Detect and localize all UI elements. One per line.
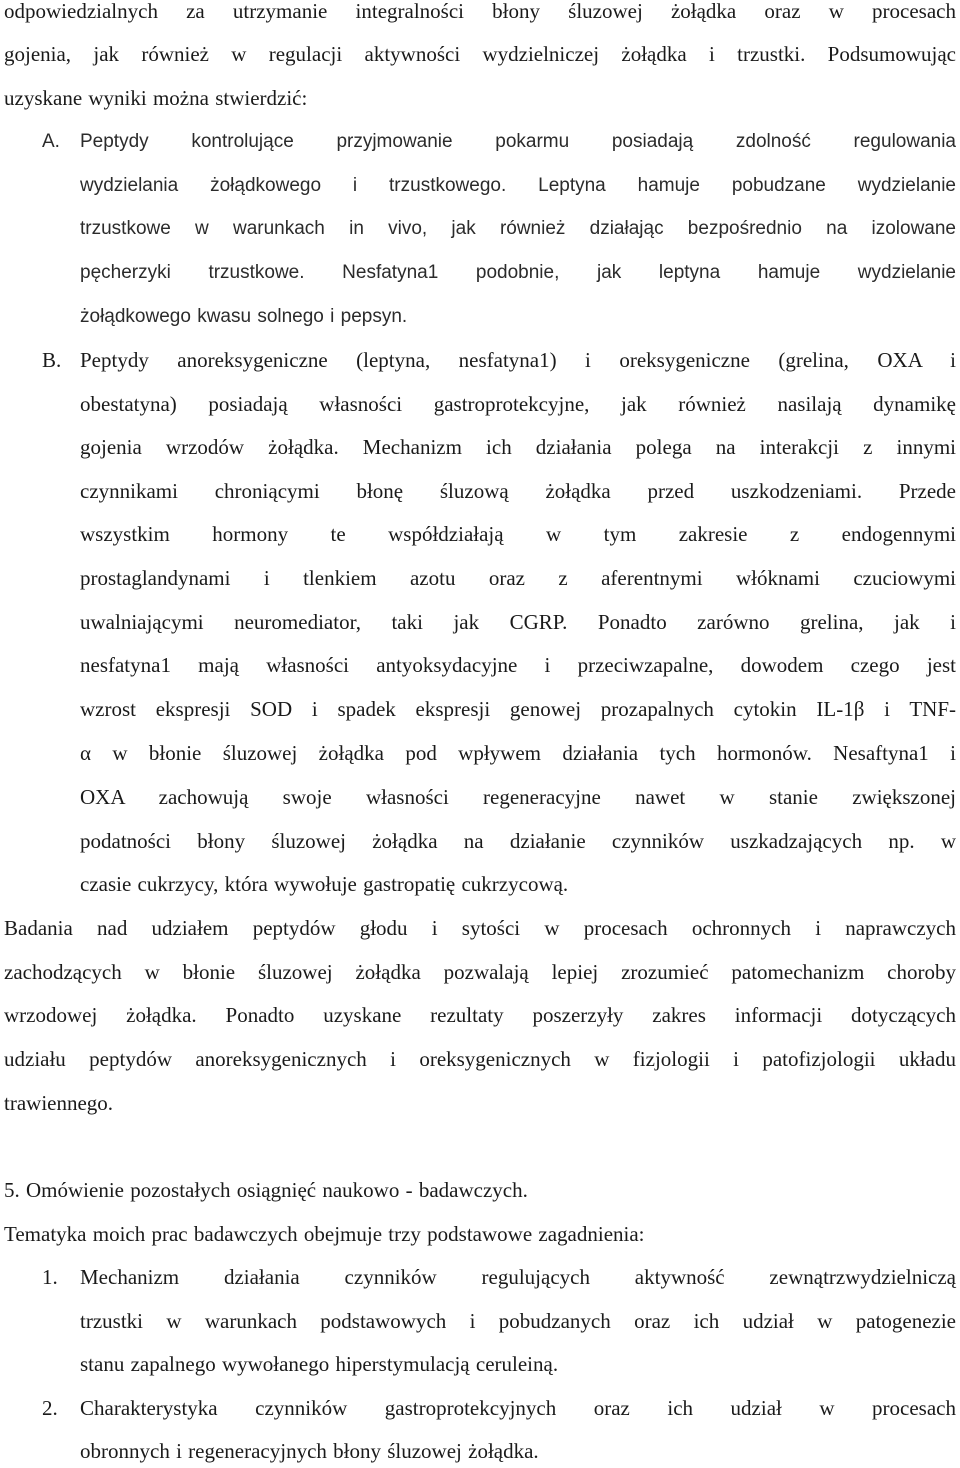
list-item-1-line-2: trzustki w warunkach podstawowych i pobudzanych oraz ich udział w patogenezie [80,1309,956,1333]
list-item-1-line-3: stanu zapalnego wywołanego hiperstymulacją ceruleiną. [80,1352,559,1376]
point-a-line-1: Peptydy kontrolujące przyjmowanie pokarmu posiadają zdolność regulowania [80,131,956,152]
summary-line-4: udziału peptydów anoreksygenicznych i oreksygenicznych w fizjologii i patofizjologii układu [4,1047,956,1071]
intro-line-3: uzyskane wyniki można stwierdzić: [4,86,308,110]
point-b-line-7: uwalniającymi neuromediator, taki jak CGRP. Ponadto zarówno grelina, jak i [80,610,956,634]
point-b-line-3: gojenia wrzodów żołądka. Mechanizm ich działania polega na interakcji z innymi [80,435,956,459]
summary-line-3: wrzodowej żołądka. Ponadto uzyskane rezultaty poszerzyły zakres informacji dotyczących [4,1003,956,1027]
point-a-line-2: wydzielania żołądkowego i trzustkowego. Leptyna hamuje pobudzane wydzielanie [80,175,956,196]
point-b-line-1: Peptydy anoreksygeniczne (leptyna, nesfatyna1) i oreksygeniczne (grelina, OXA i [80,348,956,372]
point-a-line-5: żołądkowego kwasu solnego i pepsyn. [80,306,408,327]
list-item-2-line-2: obronnych i regeneracyjnych błony śluzowej żołądka. [80,1439,539,1463]
point-a-line-4: pęcherzyki trzustkowe. Nesfatyna1 podobnie, jak leptyna hamuje wydzielanie [80,262,956,283]
point-b-line-8: nesfatyna1 mają własności antyoksydacyjne i przeciwzapalne, dowodem czego jest [80,653,956,677]
point-b-line-9: wzrost ekspresji SOD i spadek ekspresji genowej prozapalnych cytokin IL-1β i TNF- [80,697,956,721]
point-b-line-5: wszystkim hormony te współdziałają w tym zakresie z endogennymi [80,522,956,546]
list-item-1-number: 1. [42,1265,58,1289]
point-b-line-6: prostaglandynami i tlenkiem azotu oraz z aferentnymi włóknami czuciowymi [80,566,956,590]
list-item-2-line-1: Charakterystyka czynników gastroprotekcyjnych oraz ich udział w procesach [80,1396,956,1420]
intro-line-2: gojenia, jak również w regulacji aktywności wydzielniczej żołądka i trzustki. Podsumowując [4,42,956,66]
point-a-line-3: trzustkowe w warunkach in vivo, jak również działając bezpośrednio na izolowane [80,218,956,239]
summary-line-5: trawiennego. [4,1091,114,1115]
point-b-line-2: obestatyna) posiadają własności gastroprotekcyjne, jak również nasilają dynamikę [80,392,956,416]
intro-line-1: odpowiedzialnych za utrzymanie integralności błony śluzowej żołądka oraz w procesach [4,0,956,23]
point-b-line-13: czasie cukrzycy, która wywołuje gastropatię cukrzycową. [80,872,569,896]
point-b-label: B. [42,348,62,372]
section-5-heading: 5. Omówienie pozostałych osiągnięć naukowo - badawczych. [4,1178,528,1202]
summary-line-1: Badania nad udziałem peptydów głodu i sytości w procesach ochronnych i naprawczych [4,916,956,940]
point-b-line-12: podatności błony śluzowej żołądka na działanie czynników uszkadzających np. w [80,829,956,853]
point-b-line-11: OXA zachowują swoje własności regeneracyjne nawet w stanie zwiększonej [80,785,956,809]
point-b-line-10: α w błonie śluzowej żołądka pod wpływem działania tych hormonów. Nesaftyna1 i [80,741,956,765]
point-a-label: A. [42,131,60,152]
summary-line-2: zachodzących w błonie śluzowej żołądka pozwalają lepiej zrozumieć patomechanizm choroby [4,960,956,984]
section-5-intro: Tematyka moich prac badawczych obejmuje trzy podstawowe zagadnienia: [4,1222,645,1246]
list-item-2-number: 2. [42,1396,58,1420]
point-b-line-4: czynnikami chroniącymi błonę śluzową żołądka przed uszkodzeniami. Przede [80,479,956,503]
list-item-1-line-1: Mechanizm działania czynników regulujących aktywność zewnątrzwydzielniczą [80,1265,956,1289]
